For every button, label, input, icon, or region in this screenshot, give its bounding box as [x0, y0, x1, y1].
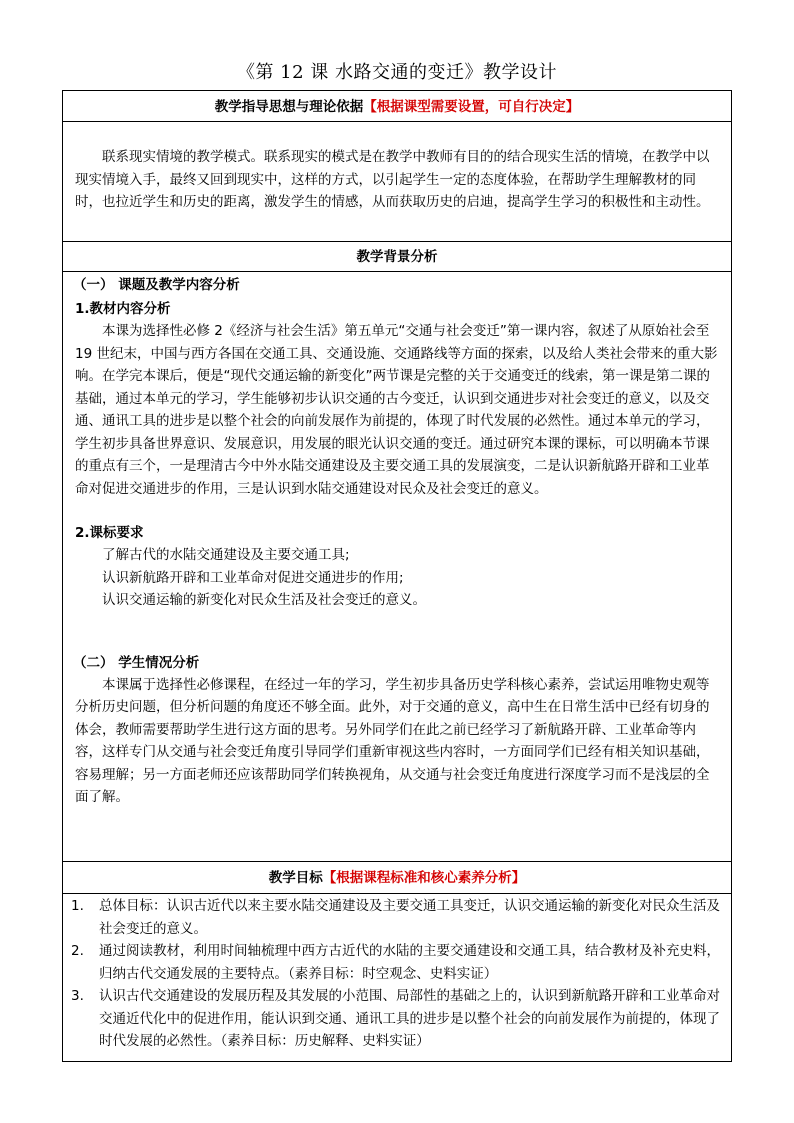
goal-number: 2.	[71, 943, 84, 959]
textbook-analysis-paragraph: 本课为选择性必修 2《经济与社会生活》第五单元“交通与社会变迁”第一课内容，叙述了从原始社会至 19 世纪末，中国与西方各国在交通工具、交通设施、交通路线等方面的探索，以及给人类社会带来的重大影响。在学完本课后，便是“现代交通运输的新变化”两节课是完整的关于交通变迁的线索，第一课是第二课的基础，通过本单元的学习，学生能够初步认识交通的古今变迁，认识到交通进步对社会变迁的意义，以及交通、通讯工具的进步是以整个社会的向前发展作为前提的，体现了时代发展的必然性。通过本单元的学习，学生初步具备世界意识、发展意识，用发展的眼光认识交通的变迁。通过研究本课的课标，可以明确本节课的重点有三个，一是理清古今中外水陆交通建设及主要交通工具的发展演变，二是认识新航路开辟和工业革命对促进交通进步的作用，三是认识到水陆交通建设对民众及社会变迁的意义。	[75, 323, 718, 497]
goals-body-cell	[62, 894, 732, 1062]
goal-item	[63, 895, 731, 940]
textbook-analysis-title: 1.教材内容分析	[75, 301, 171, 317]
goal-text: 通过阅读教材，利用时间轴梳理中西方古近代的水陆的主要交通建设和交通工具，结合教材及补充史料，归纳古代交通发展的主要特点。（素养目标：时空观念、史料实证）	[99, 943, 720, 982]
student-analysis-paragraph: 本课属于选择性必修课程，在经过一年的学习，学生初步具备历史学科核心素养，尝试运用唯物史观等分析历史问题，但分析问题的角度还不够全面。此外，对于交通的意义，高中生在日常生活中已经有切身的体会，教师需要帮助学生进行这方面的思考。另外同学们在此之前已经学习了新航路开辟、工业革命等内容，这样专门从交通与社会变迁角度引导同学们重新审视这些内容时，一方面同学们已经有相关知识基础，容易理解；另一方面老师还应该帮助同学们转换视角，从交通与社会变迁角度进行深度学习而不是浅层的全面了解。	[75, 676, 710, 805]
requirement-item: 了解古代的水陆交通建设及主要交通工具;	[102, 547, 350, 563]
guidance-note: 【根据课型需要设置，可自行决定】	[363, 99, 580, 115]
curriculum-requirements-title: 2.课标要求	[75, 525, 144, 541]
background-body-cell	[62, 272, 732, 862]
goal-number: 1.	[71, 898, 84, 914]
student-analysis-title: （二） 学生情况分析	[73, 654, 200, 671]
goals-heading: 教学目标	[268, 870, 323, 886]
guidance-body-cell	[62, 122, 732, 242]
background-heading: 教学背景分析	[356, 249, 438, 265]
guidance-paragraph: 联系现实情境的教学模式。联系现实的模式是在教学中教师有目的的结合现实生活的情境，在教学中以现实情境入手，最终又回到现实中，这样的方式，以引起学生一定的态度体验，在帮助学生理解教材的同时，也拉近学生和历史的距离，激发学生的情感，从而获取历史的启迪，提高学生学习的积极性和主动性。	[75, 149, 710, 210]
page-title: 《第 12 课 水路交通的变迁》教学设计	[236, 62, 558, 83]
requirement-item: 认识新航路开辟和工业革命对促进交通进步的作用;	[102, 569, 404, 586]
guidance-heading: 教学指导思想与理论依据	[214, 99, 364, 115]
content-analysis-title: （一） 课题及教学内容分析	[73, 277, 240, 293]
background-header	[62, 242, 732, 272]
guidance-header	[62, 90, 732, 122]
goal-number: 3.	[71, 988, 84, 1004]
goal-item	[63, 940, 731, 985]
goals-header	[62, 862, 732, 894]
goals-note: 【根据课程标准和核心素养分析】	[322, 870, 526, 886]
goal-text: 总体目标：认识古近代以来主要水陆交通建设及主要交通工具变迁，认识交通运输的新变化对民众生活及社会变迁的意义。	[99, 898, 720, 937]
goal-text: 认识古代交通建设的发展历程及其发展的小范围、局部性的基础之上的，认识到新航路开辟和工业革命对交通近代化中的促进作用，能认识到交通、通讯工具的进步是以整个社会的向前发展作为前提的，体现了时代发展的必然性。（素养目标：历史解释、史料实证）	[99, 988, 720, 1049]
requirement-item: 认识交通运输的新变化对民众生活及社会变迁的意义。	[102, 592, 426, 608]
goal-item	[63, 985, 731, 1053]
